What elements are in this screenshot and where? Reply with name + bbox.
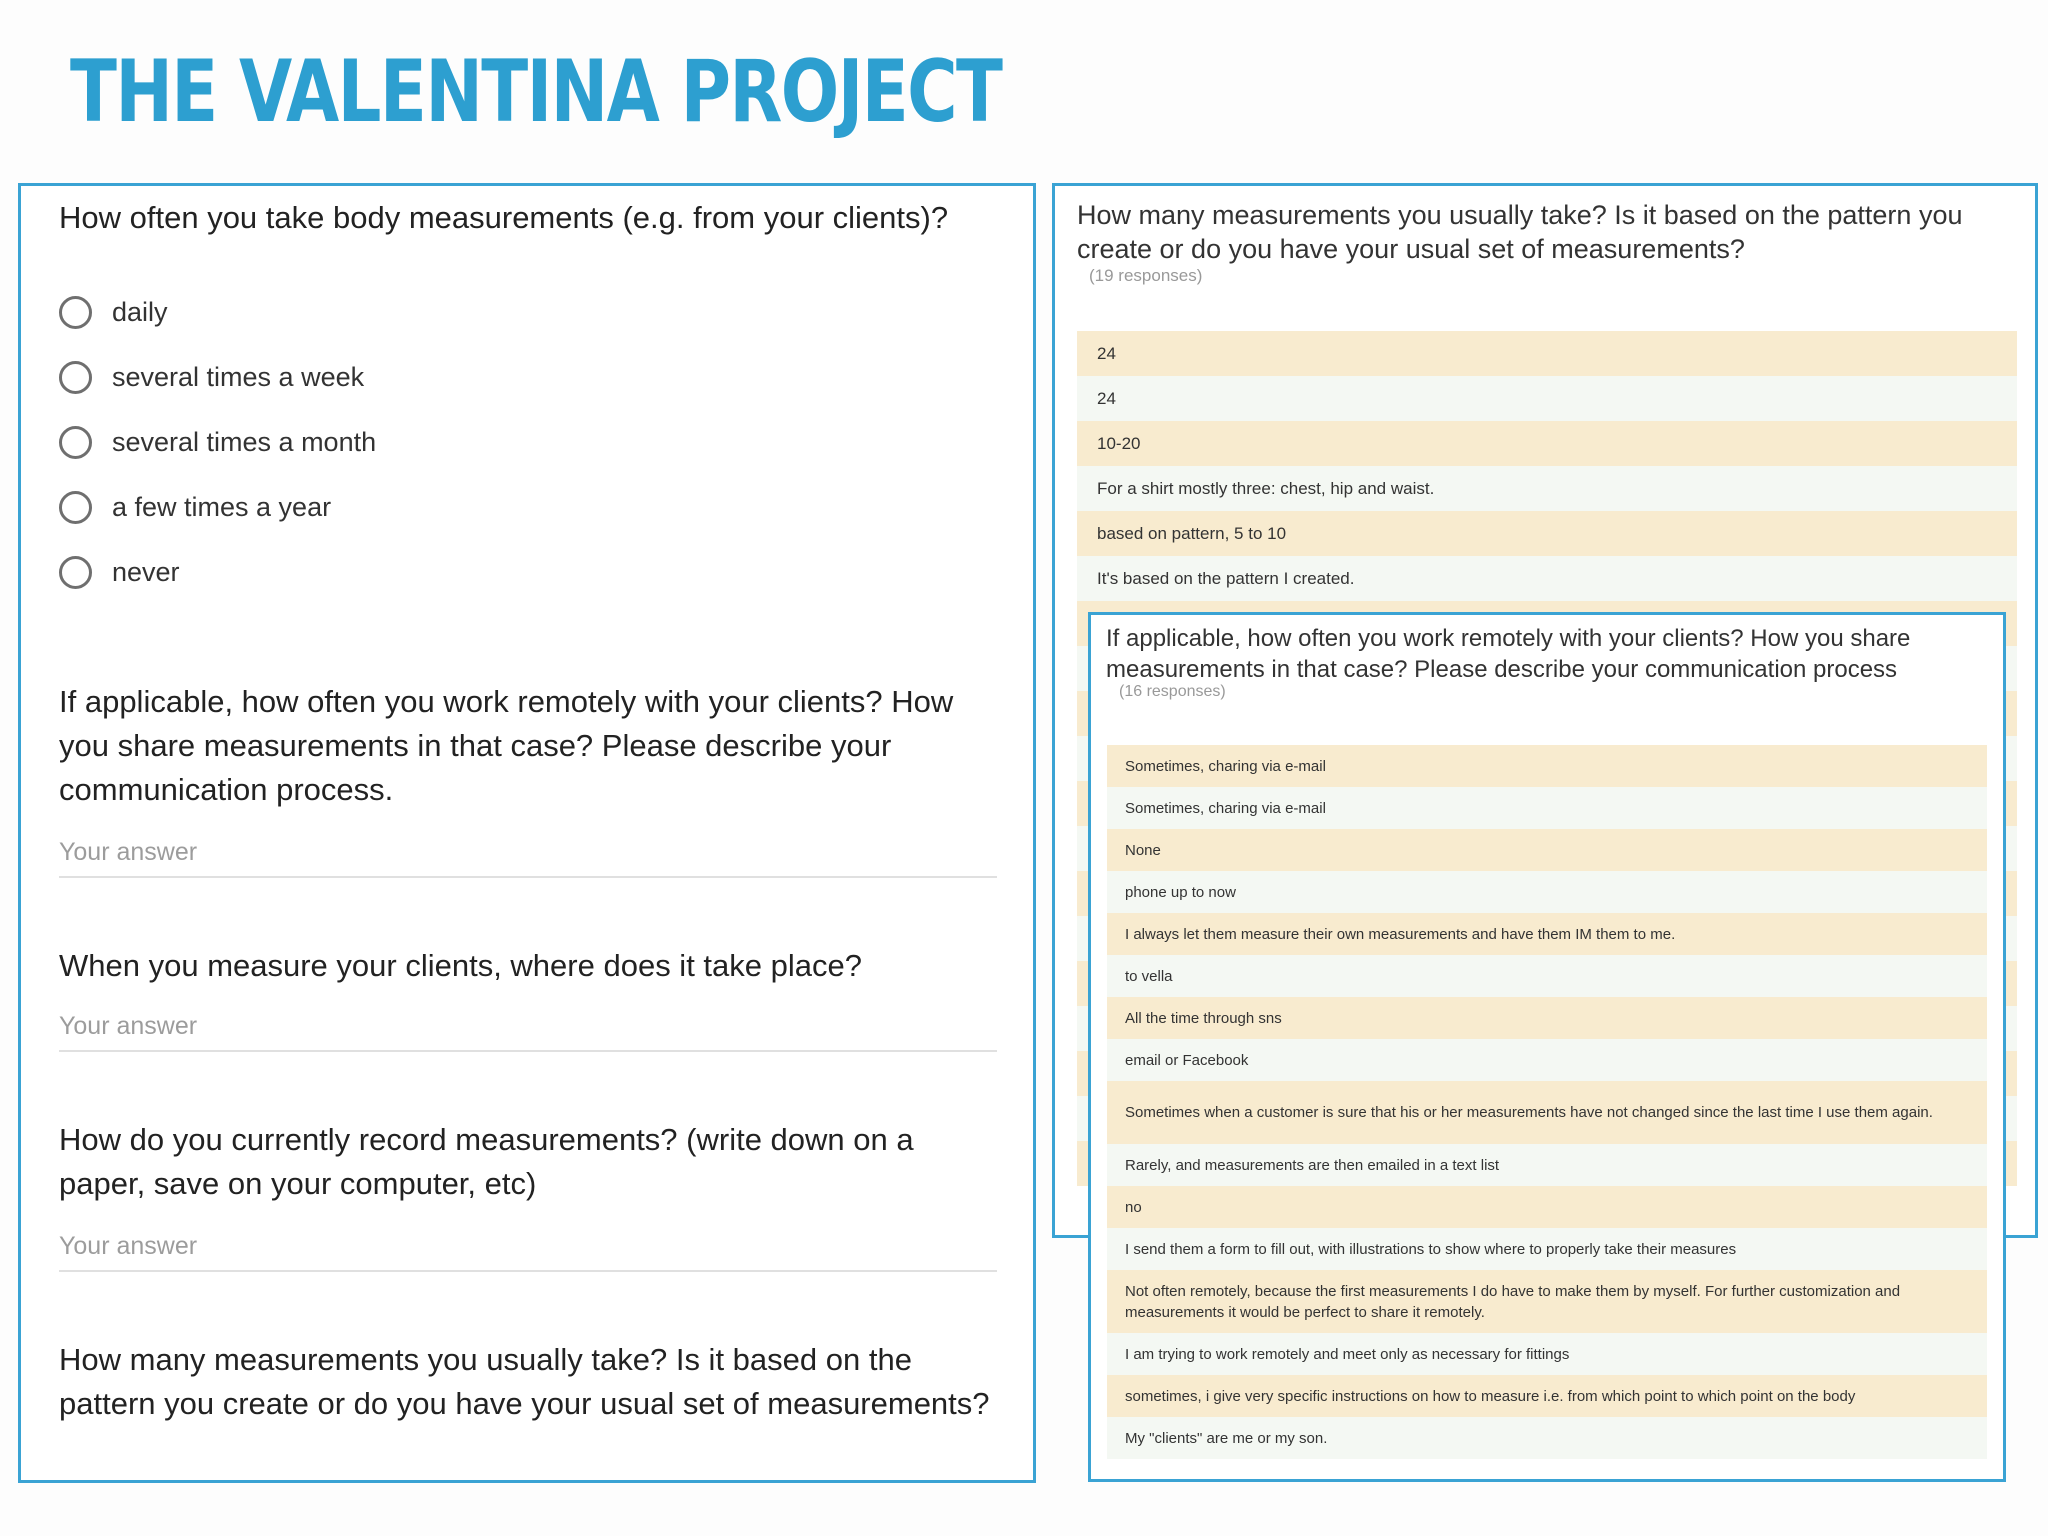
response-item: It's based on the pattern I created. bbox=[1077, 556, 2017, 601]
response-item: I always let them measure their own measurements and have them IM them to me. bbox=[1107, 913, 1987, 955]
response-item: For a shirt mostly three: chest, hip and waist. bbox=[1077, 466, 2017, 511]
radio-icon[interactable] bbox=[59, 296, 92, 329]
option-daily[interactable]: daily bbox=[59, 292, 168, 332]
response-item: All the time through sns bbox=[1107, 997, 1987, 1039]
response-item: Not often remotely, because the first measurements I do have to make them by myself. For further customization and measurements it would be perfect to share it remotely. bbox=[1107, 1270, 1987, 1333]
response-item: Sometimes, charing via e-mail bbox=[1107, 787, 1987, 829]
question-measurement-frequency: How often you take body measurements (e.g. from your clients)? bbox=[59, 200, 949, 235]
response-item: Rarely, and measurements are then emailed in a text list bbox=[1107, 1144, 1987, 1186]
response-item: no bbox=[1107, 1186, 1987, 1228]
page-title: THE VALENTINA PROJECT bbox=[70, 42, 1002, 142]
response-item: None bbox=[1107, 829, 1987, 871]
response-item: based on pattern, 5 to 10 bbox=[1077, 511, 2017, 556]
response-item: to vella bbox=[1107, 955, 1987, 997]
option-never[interactable]: never bbox=[59, 552, 180, 592]
remote-work-answer-input[interactable]: Your answer bbox=[59, 838, 997, 878]
responses-question: If applicable, how often you work remotely with your clients? How you share measurements in that case? Please describe your communication process bbox=[1106, 625, 1911, 683]
responses-question: How many measurements you usually take? Is it based on the pattern you create or do you have your usual set of measurements? bbox=[1077, 200, 1963, 264]
response-item: I send them a form to fill out, with illustrations to show where to properly take their measures bbox=[1107, 1228, 1987, 1270]
option-several-times-month[interactable]: several times a month bbox=[59, 422, 376, 462]
response-item: 24 bbox=[1077, 331, 2017, 376]
response-item: 24 bbox=[1077, 376, 2017, 421]
option-few-times-year[interactable]: a few times a year bbox=[59, 487, 331, 527]
record-method-answer-input[interactable]: Your answer bbox=[59, 1232, 997, 1272]
remote-work-responses-panel bbox=[1088, 612, 2006, 1482]
response-item: My "clients" are me or my son. bbox=[1107, 1417, 1987, 1459]
survey-form-panel bbox=[18, 183, 1036, 1483]
question-measure-location: When you measure your clients, where does it take place? bbox=[59, 948, 862, 983]
option-several-times-week[interactable]: several times a week bbox=[59, 357, 364, 397]
radio-icon[interactable] bbox=[59, 491, 92, 524]
response-item: I am trying to work remotely and meet only as necessary for fittings bbox=[1107, 1333, 1987, 1375]
question-remote-work: If applicable, how often you work remotely with your clients? How you share measurements in that case? Please describe your communication process. bbox=[59, 684, 954, 807]
response-count: (19 responses) bbox=[1089, 266, 1203, 285]
response-count: (16 responses) bbox=[1119, 683, 1226, 700]
response-list bbox=[1107, 745, 1987, 1459]
question-measurement-count: How many measurements you usually take? Is it based on the pattern you create or do you have your usual set of measurements? bbox=[59, 1342, 990, 1421]
response-item: 10-20 bbox=[1077, 421, 2017, 466]
response-item: sometimes, i give very specific instructions on how to measure i.e. from which point to which point on the body bbox=[1107, 1375, 1987, 1417]
radio-icon[interactable] bbox=[59, 361, 92, 394]
response-item: phone up to now bbox=[1107, 871, 1987, 913]
response-item: email or Facebook bbox=[1107, 1039, 1987, 1081]
radio-icon[interactable] bbox=[59, 426, 92, 459]
radio-icon[interactable] bbox=[59, 556, 92, 589]
response-item: Sometimes, charing via e-mail bbox=[1107, 745, 1987, 787]
response-item: Sometimes when a customer is sure that his or her measurements have not changed since the last time I use them again. bbox=[1107, 1081, 1987, 1144]
measure-location-answer-input[interactable]: Your answer bbox=[59, 1012, 997, 1052]
question-record-method: How do you currently record measurements? (write down on a paper, save on your computer, etc) bbox=[59, 1122, 914, 1201]
